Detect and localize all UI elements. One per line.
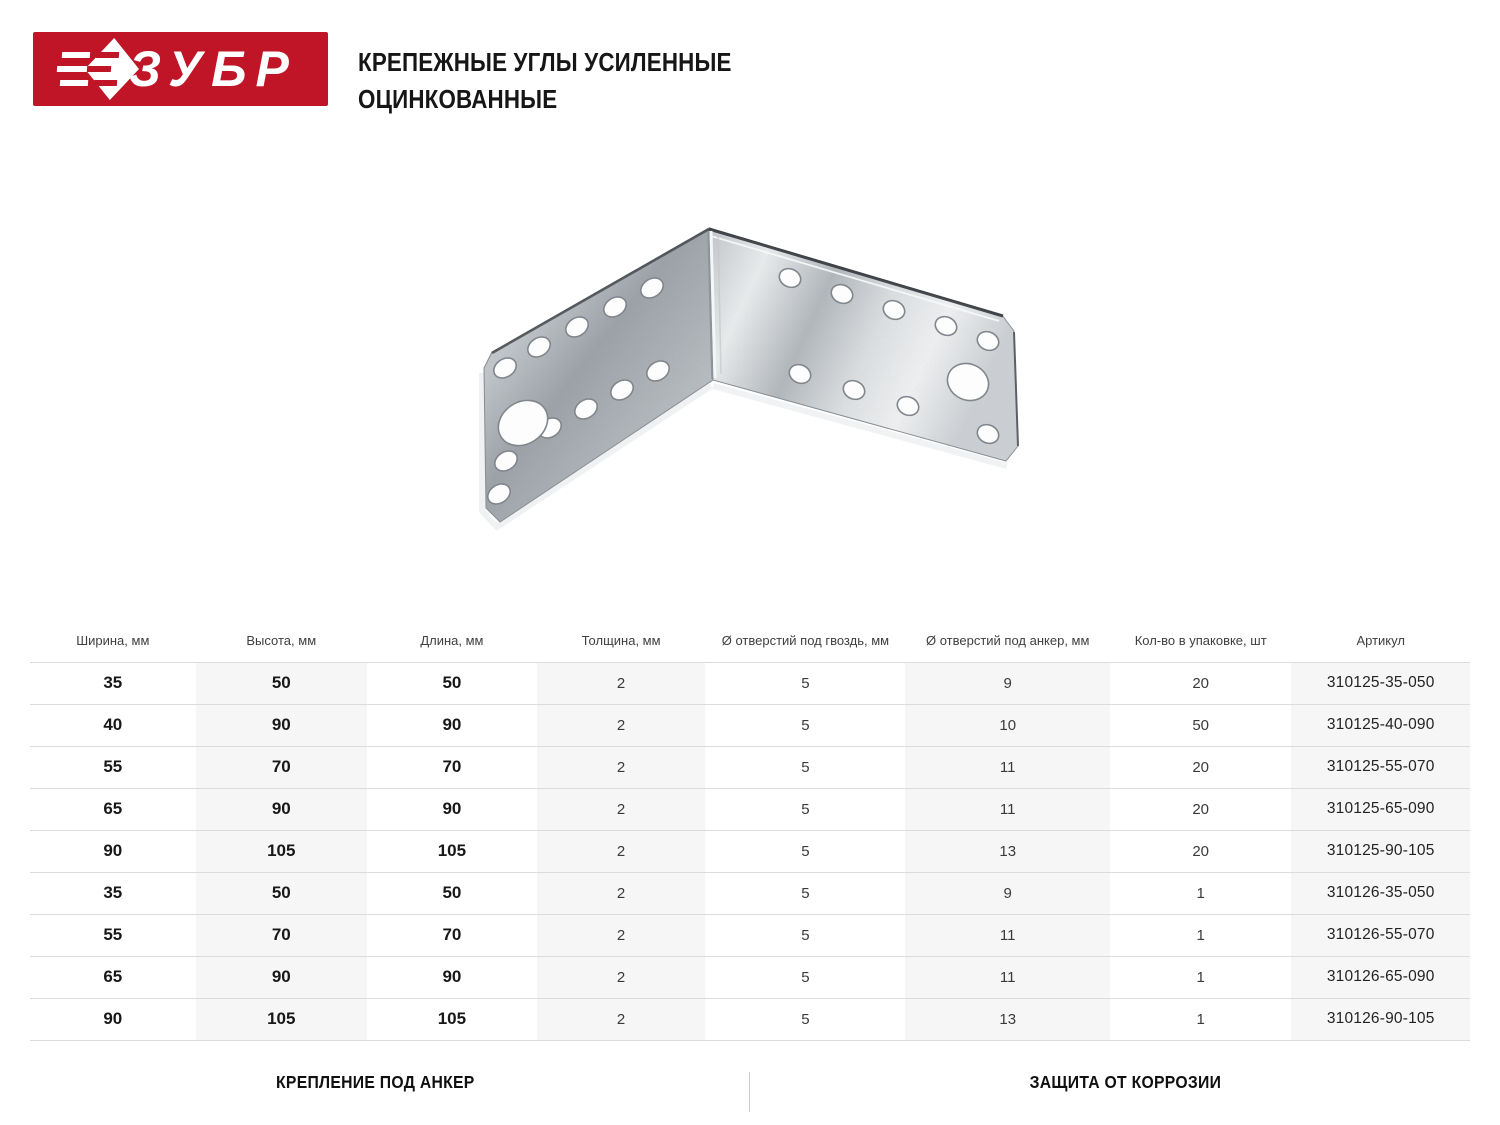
spec-cell: 310126-65-090 (1291, 956, 1470, 998)
spec-cell: 9 (905, 872, 1109, 914)
table-row (30, 830, 1470, 872)
column-header: Кол-во в упаковке, шт (1110, 620, 1291, 662)
spec-cell: 105 (196, 830, 367, 872)
spec-cell: 11 (905, 788, 1109, 830)
specs-table (30, 620, 1470, 1041)
spec-cell: 90 (196, 788, 367, 830)
column-header: Толщина, мм (537, 620, 705, 662)
spec-cell: 50 (367, 872, 537, 914)
spec-cell: 13 (905, 830, 1109, 872)
product-title-line1: КРЕПЕЖНЫЕ УГЛЫ УСИЛЕННЫЕ (358, 47, 732, 77)
spec-cell: 5 (705, 746, 905, 788)
feature-anchor-label: КРЕПЛЕНИЕ ПОД АНКЕР (275, 1072, 475, 1092)
angle-bracket-image (430, 180, 1090, 610)
spec-cell: 11 (905, 956, 1109, 998)
spec-cell: 90 (196, 704, 367, 746)
spec-cell: 5 (705, 788, 905, 830)
footer-divider (749, 1072, 750, 1112)
header-row (30, 620, 1470, 662)
table-row (30, 788, 1470, 830)
spec-cell: 310126-55-070 (1291, 914, 1470, 956)
spec-cell: 5 (705, 998, 905, 1040)
spec-cell: 2 (537, 788, 705, 830)
spec-cell: 65 (30, 788, 196, 830)
spec-cell: 5 (705, 704, 905, 746)
spec-cell: 310125-90-105 (1291, 830, 1470, 872)
spec-cell: 90 (196, 956, 367, 998)
spec-cell: 90 (367, 704, 537, 746)
spec-cell: 90 (30, 998, 196, 1040)
spec-cell: 20 (1110, 662, 1291, 704)
brand-logo (33, 32, 328, 106)
spec-cell: 1 (1110, 956, 1291, 998)
spec-cell: 90 (367, 956, 537, 998)
spec-cell: 2 (537, 704, 705, 746)
spec-cell: 2 (537, 956, 705, 998)
spec-cell: 35 (30, 872, 196, 914)
column-header: Ø отверстий под анкер, мм (905, 620, 1109, 662)
table-row (30, 914, 1470, 956)
spec-cell: 70 (196, 914, 367, 956)
spec-cell: 50 (196, 872, 367, 914)
column-header: Ширина, мм (30, 620, 196, 662)
column-header: Длина, мм (367, 620, 537, 662)
product-title-line2: ОЦИНКОВАННЫЕ (358, 84, 558, 114)
table-row (30, 956, 1470, 998)
spec-cell: 310125-40-090 (1291, 704, 1470, 746)
spec-cell: 90 (367, 788, 537, 830)
column-header: Ø отверстий под гвоздь, мм (705, 620, 905, 662)
spec-cell: 11 (905, 914, 1109, 956)
spec-cell: 105 (367, 830, 537, 872)
spec-cell: 40 (30, 704, 196, 746)
spec-cell: 65 (30, 956, 196, 998)
feature-corrosion-label: ЗАЩИТА ОТ КОРРОЗИИ (1029, 1072, 1221, 1092)
spec-cell: 5 (705, 914, 905, 956)
spec-cell: 9 (905, 662, 1109, 704)
feature-corrosion (750, 1040, 1500, 1125)
spec-cell: 50 (367, 662, 537, 704)
spec-cell: 105 (196, 998, 367, 1040)
spec-cell: 2 (537, 872, 705, 914)
spec-cell: 310126-35-050 (1291, 872, 1470, 914)
spec-cell: 13 (905, 998, 1109, 1040)
spec-cell: 310125-55-070 (1291, 746, 1470, 788)
spec-cell: 70 (367, 914, 537, 956)
spec-cell: 70 (367, 746, 537, 788)
table-row (30, 998, 1470, 1040)
specs-table-wrap (30, 620, 1470, 1041)
spec-cell: 5 (705, 956, 905, 998)
brand-logo-text: ЗУБР (129, 41, 298, 97)
feature-footer (0, 1040, 1500, 1125)
spec-cell: 10 (905, 704, 1109, 746)
table-row (30, 872, 1470, 914)
spec-cell: 20 (1110, 788, 1291, 830)
spec-cell: 35 (30, 662, 196, 704)
spec-cell: 2 (537, 746, 705, 788)
spec-cell: 2 (537, 830, 705, 872)
spec-cell: 310126-90-105 (1291, 998, 1470, 1040)
table-row (30, 704, 1470, 746)
spec-cell: 70 (196, 746, 367, 788)
spec-cell: 50 (196, 662, 367, 704)
spec-cell: 1 (1110, 872, 1291, 914)
spec-cell: 11 (905, 746, 1109, 788)
spec-cell: 2 (537, 914, 705, 956)
spec-cell: 90 (30, 830, 196, 872)
spec-cell: 55 (30, 746, 196, 788)
spec-cell: 20 (1110, 830, 1291, 872)
spec-cell: 20 (1110, 746, 1291, 788)
spec-cell: 55 (30, 914, 196, 956)
spec-cell: 310125-35-050 (1291, 662, 1470, 704)
spec-cell: 1 (1110, 998, 1291, 1040)
column-header: Высота, мм (196, 620, 367, 662)
spec-cell: 310125-65-090 (1291, 788, 1470, 830)
spec-cell: 5 (705, 662, 905, 704)
feature-anchor (0, 1040, 750, 1125)
spec-cell: 2 (537, 662, 705, 704)
table-row (30, 746, 1470, 788)
column-header: Артикул (1291, 620, 1470, 662)
spec-cell: 2 (537, 998, 705, 1040)
product-title (358, 44, 732, 118)
spec-cell: 5 (705, 830, 905, 872)
spec-cell: 1 (1110, 914, 1291, 956)
spec-cell: 5 (705, 872, 905, 914)
table-row (30, 662, 1470, 704)
spec-cell: 50 (1110, 704, 1291, 746)
spec-cell: 105 (367, 998, 537, 1040)
